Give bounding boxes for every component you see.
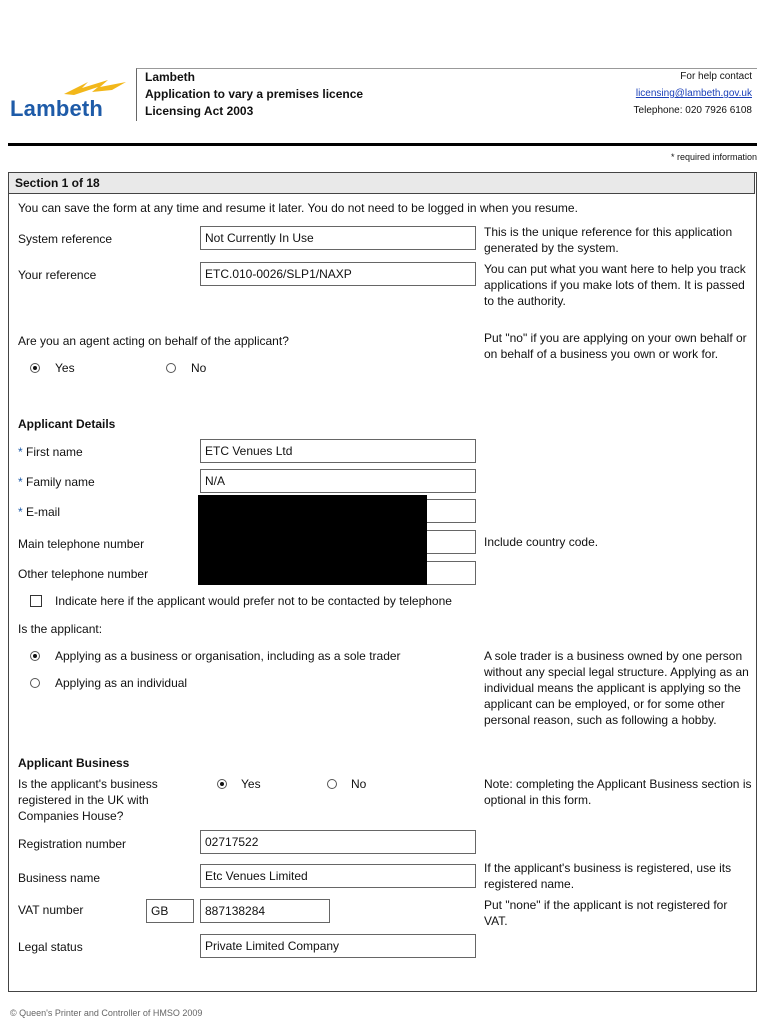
family-name-label-text: Family name [26, 475, 95, 489]
applicant-business-heading: Applicant Business [18, 756, 130, 770]
help-email-container [636, 88, 752, 99]
business-name-label: Business name [18, 871, 101, 885]
system-reference-label: System reference [18, 232, 113, 246]
required-star: * [18, 475, 23, 489]
first-name-label-text: First name [26, 445, 83, 459]
form-title: Application to vary a premises licence [145, 87, 364, 101]
registration-number-field[interactable]: 02717522 [200, 830, 476, 854]
agent-no-radio[interactable] [166, 363, 176, 373]
system-reference-hint: This is the unique reference for this application generated by the system. [484, 225, 733, 255]
business-name-hint: If the applicant's business is registered, use its registered name. [484, 861, 732, 891]
help-email-link[interactable]: licensing@lambeth.gov.uk [635, 88, 752, 99]
applicant-type-hint: A sole trader is a business owned by one person without any special legal structure. Applying as an individual means the applicant is applying so the applicant can be employed, or for some other personal reason, such as following a hobby. [484, 649, 749, 727]
companies-house-no-radio[interactable] [327, 779, 337, 789]
agent-hint: Put "no" if you are applying on your own behalf or on behalf of a business you own or work for. [484, 331, 747, 361]
email-label-text: E-mail [26, 505, 61, 519]
business-name-field[interactable]: Etc Venues Limited [200, 864, 476, 888]
your-reference-label: Your reference [18, 268, 97, 282]
applicant-business-label: Applying as a business or organisation, including as a sole trader [55, 649, 401, 663]
other-phone-label: Other telephone number [18, 567, 149, 581]
required-star: * [18, 445, 23, 459]
legal-status-label: Legal status [18, 940, 83, 954]
your-reference-hint: You can put what you want here to help you track applications if you make lots of them. It is passed to the authority. [484, 262, 746, 308]
main-phone-hint: Include country code. [484, 535, 599, 549]
legal-status-field[interactable]: Private Limited Company [200, 934, 476, 958]
first-name-field[interactable]: ETC Venues Ltd [200, 439, 476, 463]
registration-number-label: Registration number [18, 837, 127, 851]
applicant-individual-radio[interactable] [30, 678, 40, 688]
header-rule [8, 143, 757, 146]
companies-house-question: Is the applicant's business registered in the UK with Companies House? [18, 777, 158, 823]
agent-yes-radio[interactable] [30, 363, 40, 373]
applicant-individual-label: Applying as an individual [55, 676, 188, 690]
form-act: Licensing Act 2003 [145, 104, 254, 118]
agent-question: Are you an agent acting on behalf of the applicant? [18, 334, 289, 348]
council-name: Lambeth [145, 70, 196, 84]
vat-number-field[interactable]: 887138284 [200, 899, 330, 923]
family-name-field[interactable]: N/A [200, 469, 476, 493]
section-header: Section 1 of 18 [8, 172, 755, 194]
vat-hint: Put "none" if the applicant is not registered for VAT. [484, 898, 728, 928]
system-reference-field[interactable]: Not Currently In Use [200, 226, 476, 250]
agent-no-label: No [191, 361, 207, 375]
logo-wordmark: Lambeth [10, 96, 104, 121]
email-label [18, 505, 60, 519]
no-phone-contact-checkbox[interactable] [30, 595, 42, 607]
your-reference-field[interactable]: ETC.010-0026/SLP1/NAXP [200, 262, 476, 286]
first-name-label [18, 445, 83, 459]
main-phone-label: Main telephone number [18, 537, 145, 551]
help-label: For help contact [680, 71, 752, 82]
redaction-block [198, 495, 427, 585]
section-intro: You can save the form at any time and resume it later. You do not need to be logged in when you resume. [18, 201, 578, 215]
help-phone: Telephone: 020 7926 6108 [633, 105, 752, 116]
family-name-label [18, 475, 95, 489]
no-phone-contact-label: Indicate here if the applicant would prefer not to be contacted by telephone [55, 594, 452, 608]
vat-prefix-field[interactable]: GB [146, 899, 194, 923]
applicant-business-note: Note: completing the Applicant Business section is optional in this form. [484, 777, 752, 807]
applicant-business-radio[interactable] [30, 651, 40, 661]
companies-house-yes-radio[interactable] [217, 779, 227, 789]
copyright-footer: © Queen's Printer and Controller of HMSO 2009 [10, 1008, 203, 1018]
companies-house-no-label: No [351, 777, 367, 791]
vat-number-label: VAT number [18, 903, 84, 917]
companies-house-yes-label: Yes [241, 777, 261, 791]
applicant-details-heading: Applicant Details [18, 417, 116, 431]
applicant-type-question: Is the applicant: [18, 622, 103, 636]
required-note: * required information [670, 152, 757, 162]
required-star: * [18, 505, 23, 519]
agent-yes-label: Yes [55, 361, 75, 375]
